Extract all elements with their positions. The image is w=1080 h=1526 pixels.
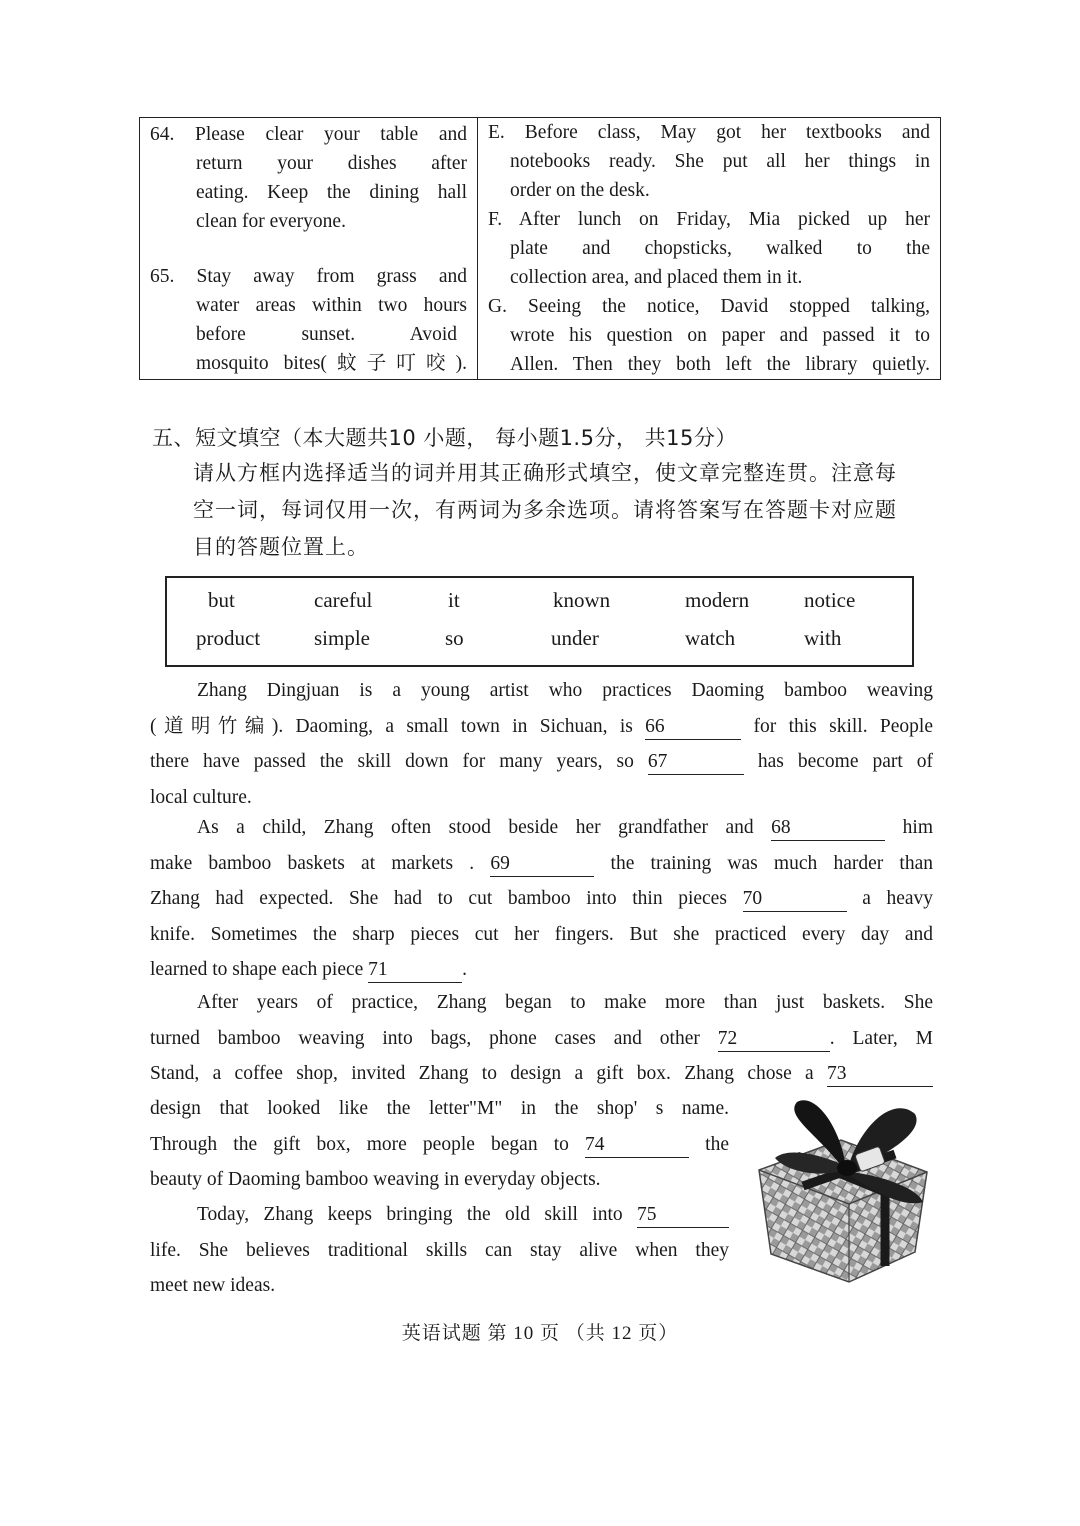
- word-bank-item: notice: [804, 588, 856, 612]
- word-bank-item: but: [208, 588, 235, 612]
- questions-column: [140, 118, 478, 379]
- word-bank-item: modern: [685, 588, 750, 612]
- blank-67[interactable]: 67: [648, 750, 744, 775]
- page-footer: 英语试题 第 10 页 （共 12 页）: [401, 1323, 679, 1344]
- word-bank-item: so: [445, 626, 464, 650]
- passage-paragraph-3: After years of practice, Zhang began to make more than just baskets. She turned bamboo weaving into bags, phone cases and other 72 . Later, M Stand, a coffee shop, invited Zhang to design a gift box. Zhang chose a 73: [150, 985, 933, 1092]
- blank-72[interactable]: 72: [718, 1027, 830, 1052]
- passage-paragraph-1: Zhang Dingjuan is a young artist who practices Daoming bamboo weaving (道明竹编). Daoming, a small town in Sichuan, is 66 for this skill. People there have passed the skill down for many years, so 67 has become part of local culture.: [150, 680, 934, 808]
- section-title: 五、短文填空（本大题共10 小题， 每小题1.5分， 共15分）: [152, 426, 737, 450]
- blank-74[interactable]: 74: [585, 1133, 689, 1158]
- passage-paragraph-4: Today, Zhang keeps bringing the old skill into 75 life. She believes traditional skills can stay alive when they meet new ideas.: [150, 1204, 729, 1296]
- word-bank-item: product: [196, 626, 261, 650]
- passage-paragraph-2: As a child, Zhang often stood beside her grandfather and 68 him make bamboo baskets at markets . 69 the training was much harder than Zhang had expected. She had to cut bamboo into thin pieces 70 a heavy knife. Sometimes the sharp pieces cut her fingers. But she practiced every day and learned to shape each piece 71 .: [150, 810, 933, 988]
- option-f: F. After lunch on Friday, Mia picked up her plate and chopsticks, walked to the collection area, and placed them in it.: [488, 209, 930, 288]
- option-g: G. Seeing the notice, David stopped talking, wrote his question on paper and passed it to Allen. Then they both left the library quietly.: [488, 296, 930, 375]
- blank-71[interactable]: 71: [368, 958, 462, 983]
- option-e: E. Before class, May got her textbooks and notebooks ready. She put all her things in order on the desk.: [488, 122, 930, 201]
- bamboo-gift-box-image: [745, 1092, 937, 1286]
- word-bank-item: careful: [314, 588, 373, 612]
- word-bank-item: simple: [314, 626, 370, 650]
- word-bank-box: [165, 576, 914, 667]
- passage-paragraph-3-continued: design that looked like the letter"M" in the shop' s name. Through the gift box, more people began to 74 the beauty of Daoming bamboo weaving in everyday objects.: [150, 1098, 729, 1190]
- blank-68[interactable]: 68: [771, 816, 885, 841]
- question-64: 64. Please clear your table and return your dishes after eating. Keep the dining hall clean for everyone.: [150, 124, 467, 232]
- options-column: [478, 118, 940, 379]
- word-bank-item: with: [804, 626, 842, 650]
- blank-70[interactable]: 70: [743, 887, 847, 912]
- blank-75[interactable]: 75: [637, 1203, 729, 1228]
- blank-73[interactable]: 73: [827, 1062, 933, 1087]
- blank-69[interactable]: 69: [490, 852, 594, 877]
- word-bank-item: it: [448, 588, 460, 612]
- word-bank-item: known: [553, 588, 611, 612]
- word-bank-item: watch: [685, 626, 736, 650]
- blank-66[interactable]: 66: [645, 715, 741, 740]
- word-bank-item: under: [551, 626, 599, 650]
- question-65: 65. Stay away from grass and water areas within two hours before sunset. Avoid mosquito bites(蚊子叮咬).: [150, 266, 467, 374]
- matching-table: [139, 117, 941, 380]
- section-instructions: 请从方框内选择适当的词并用其正确形式填空，使文章完整连贯。注意每 空一词，每词仅用一次，有两词为多余选项。请将答案写在答题卡对应题 目的答题位置上。: [193, 461, 897, 559]
